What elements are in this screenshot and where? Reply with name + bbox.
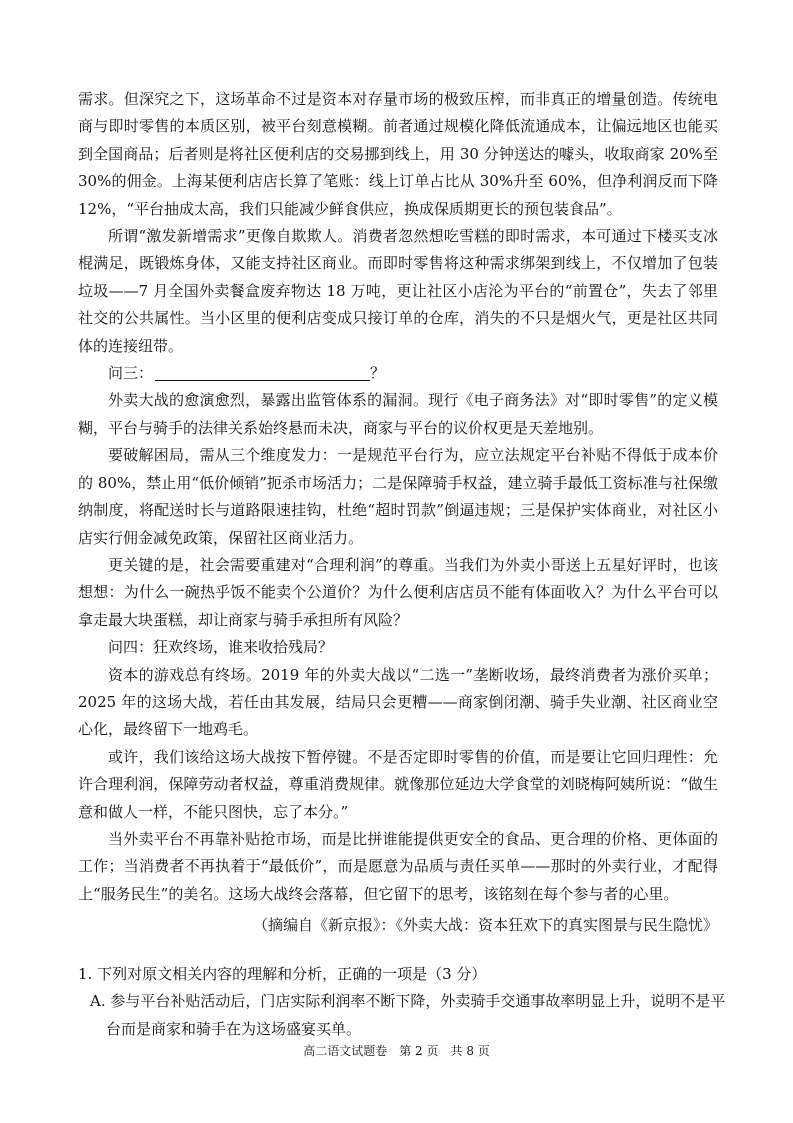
paragraph: 当外卖平台不再靠补贴抢市场，而是比拼谁能提供更安全的食品、更合理的价格、更体面的工作；当消费者不再执着于“最低价”，而是愿意为品质与责任买单——那时的外卖行业，才配得上“服务民生”的美名。这场大战终会落幕，但它留下的思考，该铭刻在每个参与者的心里。 xyxy=(78,829,718,903)
fill-in-blank[interactable] xyxy=(155,362,370,381)
question-three-heading xyxy=(78,360,718,387)
paragraph: 或许，我们该给这场大战按下暂停键。不是否定即时零售的价值，而是要让它回归理性：允许合理利润，保障劳动者权益，尊重消费规律。就像那位延边大学食堂的刘晓梅阿姨所说：“做生意和做人一样，不能只图快，忘了本分。” xyxy=(78,747,718,821)
question-one: 1. 下列对原文相关内容的理解和分析，正确的一项是（3 分） xyxy=(78,965,487,983)
paragraph: 资本的游戏总有终场。2019 年的外卖大战以“二选一”垄断收场，最终消费者为涨价买单；2025 年的这场大战，若任由其发展，结局只会更糟——商家倒闭潮、骑手失业潮、社区商业空心化，最终留下一地鸡毛。 xyxy=(78,665,718,739)
paragraph: 要破解困局，需从三个维度发力：一是规范平台行为，应立法规定平台补贴不得低于成本价的 80%，禁止用“低价倾销”扼杀市场活力；二是保障骑手权益，建立骑手最低工资标准与社保缴纳制度，将配送时长与道路限速挂钩，杜绝“超时罚款”倒逼违规；三是保护实体商业，对社区小店实行佣金减免政策，保留社区商业活力。 xyxy=(78,446,718,547)
question-section xyxy=(78,961,728,1043)
paragraph: 更关键的是，社会需要重建对“合理利润”的尊重。当我们为外卖小哥送上五星好评时，也该想想：为什么一碗热乎饭不能卖个公道价？为什么便利店店员不能有体面收入？为什么平台可以拿走最大块蛋糕，却让商家与骑手承担所有风险？ xyxy=(78,555,718,629)
paragraph: 需求。但深究之下，这场革命不过是资本对存量市场的极致压榨，而非真正的增量创造。传统电商与即时零售的本质区别，被平台刻意模糊。前者通过规模化降低流通成本，让偏远地区也能买到全国商品；后者则是将社区便利店的交易挪到线上，用 30 分钟送达的噱头，收取商家 20%至 30%的佣金。上海某便利店店长算了笔账：线上订单占比从 30%升至 60%，但净利润反而下降 12%，“平台抽成太高，我们只能减少鲜食供应，换成保质期更长的预包装食品”。 xyxy=(78,90,718,218)
question-four-heading: 问四：狂欢终场，谁来收拾残局？ xyxy=(108,638,334,657)
paragraph: 外卖大战的愈演愈烈，暴露出监管体系的漏洞。现行《电子商务法》对“即时零售”的定义模糊，平台与骑手的法律关系始终悬而未决，商家与平台的议价权更是天差地别。 xyxy=(78,391,718,437)
paragraph: 所谓“激发新增需求”更像自欺欺人。消费者忽然想吃雪糕的即时需求，本可通过下楼买支冰棍满足，既锻炼身体，又能支持社区商业。而即时零售将这种需求绑架到线上，不仅增加了包装垃圾——7 月全国外卖餐盒废弃物达 18 万吨，更让社区小店沦为平台的“前置仓”，失去了邻里社交的公共属性。当小区里的便利店变成只接订单的仓库，消失的不只是烟火气，更是社区共同体的连接纽带。 xyxy=(78,227,718,355)
source-citation: （摘编自《新京报》：《外卖大战：资本狂欢下的真实图景与民生隐忧》 xyxy=(252,916,718,935)
article-body xyxy=(78,86,718,940)
page-footer: 高二语文试题卷 第 2 页 共 8 页 xyxy=(303,1044,490,1058)
option-a: A. 参与平台补贴活动后，门店实际利润率不断下降，外卖骑手交通事故率明显上升，说明不是平台而是商家和骑手在为这场盛宴买单。 xyxy=(90,992,726,1038)
question-three-label: 问三： xyxy=(108,364,154,383)
question-three-suffix: ？ xyxy=(370,364,386,383)
